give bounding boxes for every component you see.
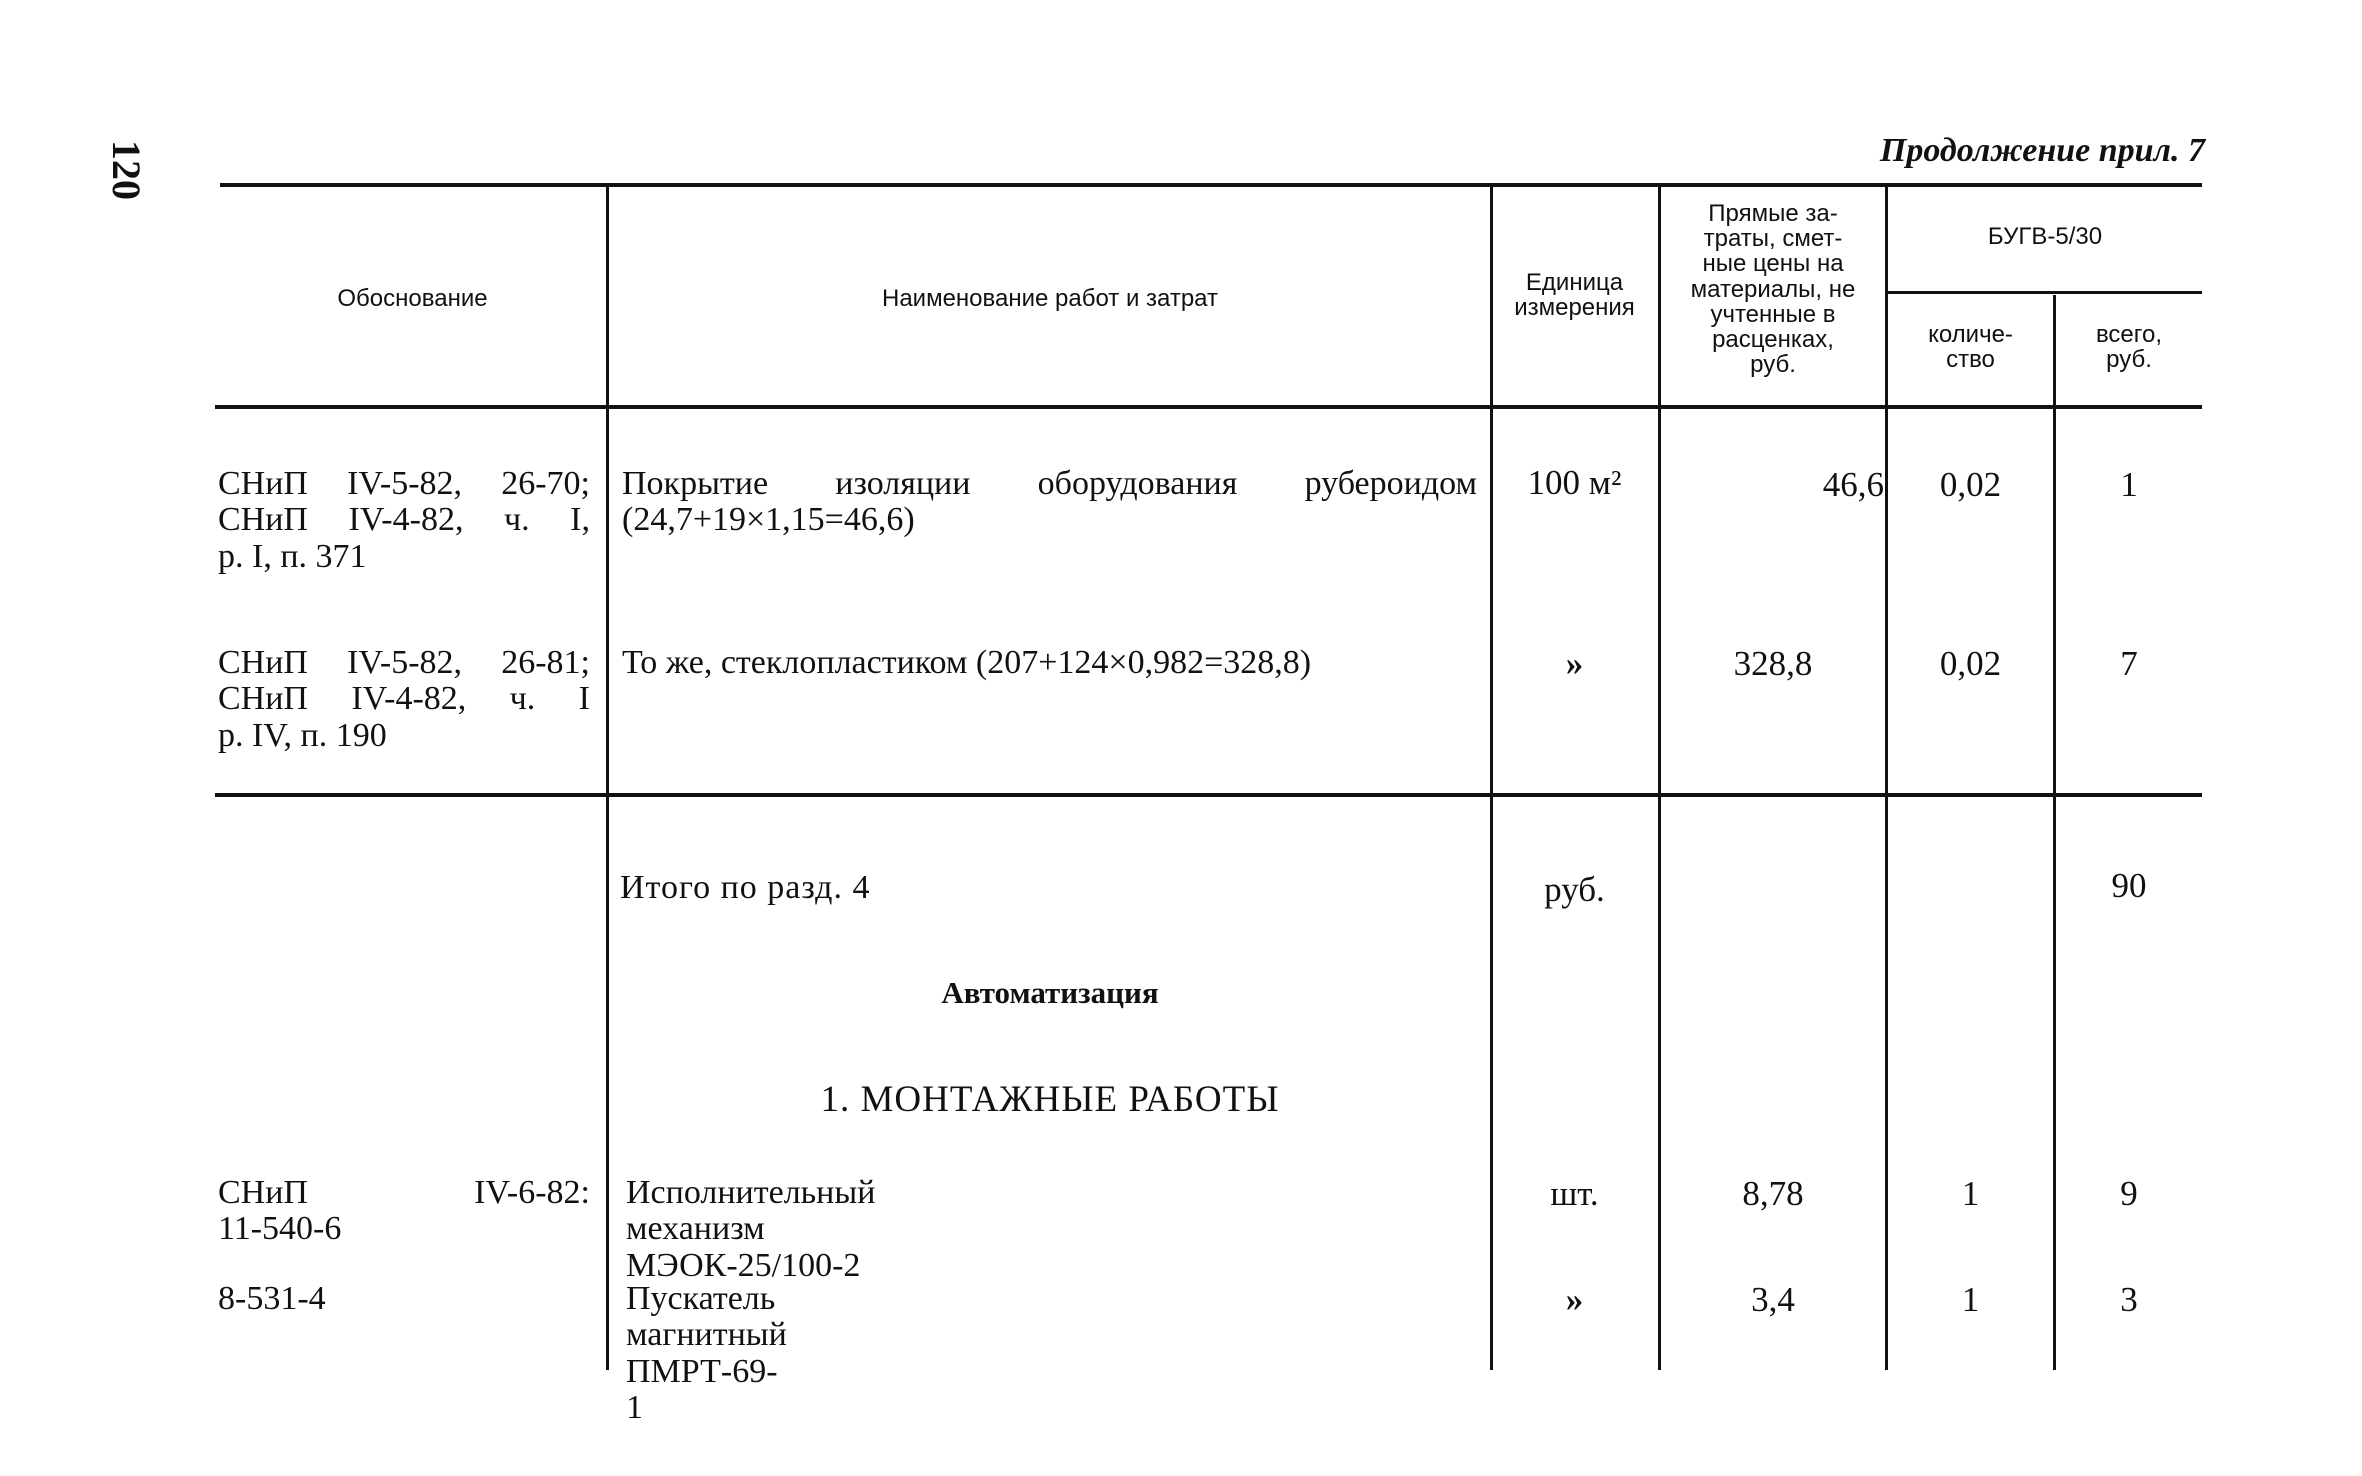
column-divider	[1658, 185, 1661, 1370]
row-quantity: 0,02	[1939, 465, 2002, 504]
row-work-name: Исполнительный механизм МЭОК-25/100-2	[626, 1174, 876, 1284]
header-group: БУГВ-5/30	[1987, 223, 2103, 250]
header-bottom-rule	[215, 405, 2202, 409]
row-quantity: 1	[1961, 1174, 1980, 1213]
row-basis: СНиП IV-6-82: 11-540-6	[218, 1174, 590, 1248]
row-total: 9	[2120, 1174, 2138, 1213]
row-work-name: То же, стеклопластиком (207+124×0,982=328,8)	[622, 644, 1312, 681]
row-price: 8,78	[1742, 1174, 1804, 1213]
section-title: Автоматизация	[941, 975, 1159, 1010]
header-unit: Единица измерения	[1514, 269, 1635, 322]
row-quantity: 1	[1961, 1280, 1980, 1319]
section-divider-rule	[215, 793, 2202, 797]
header-work-name: Наименование работ и затрат	[881, 285, 1218, 312]
continuation-caption: Продолжение прил. 7	[1879, 132, 2205, 169]
table-top-rule	[220, 183, 2202, 187]
row-price: 328,8	[1733, 644, 1813, 683]
row-basis: СНиП IV-5-82, 26-70; СНиП IV-4-82, ч. I, р. I, п. 371	[218, 465, 590, 575]
row-price: 3,4	[1751, 1280, 1795, 1319]
row-price: 46,6	[1822, 465, 1884, 504]
row-unit: »	[1565, 1280, 1584, 1319]
row-unit: 100 м²	[1527, 463, 1622, 502]
summary-label: Итого по разд. 4	[620, 869, 871, 906]
row-total: 3	[2120, 1280, 2138, 1319]
row-basis: 8-531-4	[218, 1280, 326, 1317]
header-quantity: количе- ство	[1928, 321, 2013, 374]
header-basis: Обоснование	[337, 285, 488, 312]
summary-total: 90	[2111, 866, 2147, 905]
row-basis: СНиП IV-5-82, 26-81; СНиП IV-4-82, ч. I р. IV, п. 190	[218, 644, 590, 754]
row-quantity: 0,02	[1939, 644, 2002, 683]
row-unit: »	[1565, 644, 1584, 683]
header-total: всего, руб.	[2095, 321, 2163, 374]
page-number: 120	[104, 140, 149, 200]
header-price: Прямые за- траты, смет- ные цены на материалы, не учтенные в расценках, руб.	[1690, 200, 1856, 379]
section-subtitle: 1. МОНТАЖНЫЕ РАБОТЫ	[820, 1079, 1280, 1120]
row-work-name: Покрытие изоляции оборудования рубероидом (24,7+19×1,15=46,6)	[622, 465, 1477, 539]
row-work-name: Пускатель магнитный ПМРТ-69-1	[626, 1280, 787, 1427]
row-unit: шт.	[1550, 1174, 1599, 1213]
row-total: 1	[2120, 465, 2138, 504]
summary-unit: руб.	[1544, 870, 1605, 909]
row-total: 7	[2120, 644, 2138, 683]
column-divider	[606, 185, 609, 1370]
group-header-rule	[1888, 291, 2202, 294]
